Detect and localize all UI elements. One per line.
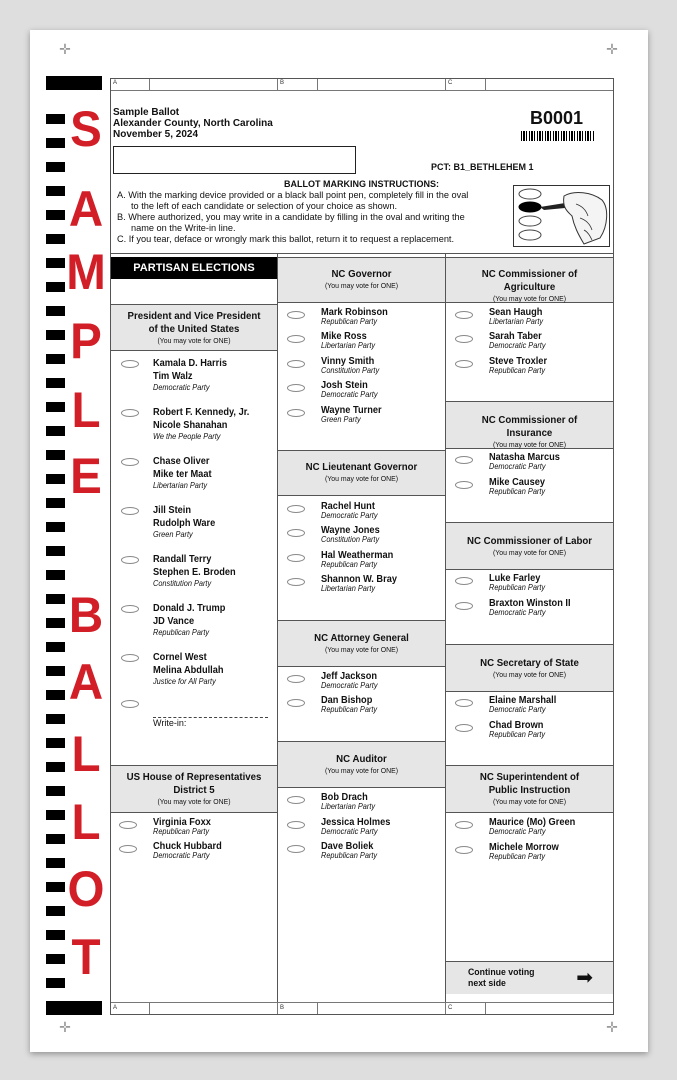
instructions — [117, 190, 509, 245]
ballot-title: Sample Ballot — [113, 107, 180, 118]
contest-header-labor — [446, 522, 613, 570]
candidate-party: We the People Party — [153, 432, 221, 441]
candidate-party: Libertarian Party — [321, 341, 376, 351]
vote-oval[interactable] — [455, 311, 473, 319]
vote-oval[interactable] — [121, 409, 139, 417]
pen-filling-oval-icon — [514, 186, 610, 247]
vote-instruction: (You may vote for ONE) — [157, 336, 231, 345]
timing-bar-bottom — [46, 1001, 102, 1015]
vote-oval[interactable] — [455, 456, 473, 464]
contest-title: NC Lieutenant Governor — [305, 461, 418, 473]
watermark-letter: L — [71, 382, 101, 438]
candidate-party: Republican Party — [489, 365, 546, 375]
vote-oval[interactable] — [121, 654, 139, 662]
watermark-letter: T — [71, 929, 101, 985]
timing-mark — [46, 930, 65, 940]
candidate-party: Democratic Party — [321, 826, 378, 836]
candidate-name: Elaine Marshall — [489, 694, 557, 706]
vote-oval[interactable] — [287, 845, 305, 853]
instruction-a-cont: to the left of each candidate or selection of your choice as shown. — [131, 201, 398, 211]
watermark-letter: S — [70, 101, 102, 157]
timing-mark — [46, 234, 65, 244]
contest-title: NC Governor — [331, 268, 392, 280]
continue-voting-label: Continue voting next side — [468, 967, 535, 989]
candidate-name: Chase Oliver — [153, 455, 210, 467]
candidate-name: Kamala D. Harris — [153, 357, 227, 369]
candidate-party: Democratic Party — [321, 681, 378, 690]
timing-mark — [46, 858, 65, 868]
vote-oval[interactable] — [455, 360, 473, 368]
timing-mark — [46, 714, 65, 724]
candidate-name: Cornel West — [153, 651, 207, 663]
partisan-elections-header: PARTISAN ELECTIONS — [111, 257, 277, 279]
vote-oval[interactable] — [455, 335, 473, 343]
timing-mark — [46, 402, 65, 412]
contest-header-agriculture — [446, 257, 613, 303]
vote-oval[interactable] — [287, 578, 305, 586]
watermark-letter: B — [68, 587, 104, 643]
candidate-name: Virginia Foxx — [153, 816, 211, 828]
timing-mark — [46, 282, 65, 292]
candidate-name: Randall Terry — [153, 553, 212, 565]
timing-mark — [46, 450, 65, 460]
watermark-letter: L — [71, 726, 101, 782]
ballot-body — [110, 78, 614, 1015]
candidate-party: Libertarian Party — [321, 583, 376, 593]
vote-oval[interactable] — [455, 699, 473, 707]
timing-mark — [46, 594, 65, 604]
contest-title: NC Attorney General — [314, 632, 409, 644]
timing-mark — [46, 378, 65, 388]
timing-mark — [46, 690, 65, 700]
contest-title: NC Auditor — [336, 753, 387, 765]
ballot-id: B0001 — [529, 108, 583, 128]
watermark-letter: M — [66, 244, 106, 300]
column-letter: A — [113, 1005, 118, 1011]
vote-instruction: (You may vote for ONE) — [493, 440, 566, 449]
candidate-name: Dan Bishop — [321, 694, 373, 706]
candidate-party: Democratic Party — [153, 851, 210, 860]
candidate-name: Mike Ross — [321, 330, 367, 343]
candidate-name: Dave Boliek — [321, 840, 374, 852]
vote-oval[interactable] — [121, 605, 139, 613]
crosshair-icon: ✛ — [59, 42, 71, 58]
vote-oval[interactable] — [455, 724, 473, 732]
vote-oval[interactable] — [287, 699, 305, 707]
blank-box — [113, 146, 356, 174]
vote-oval[interactable] — [455, 602, 473, 610]
contest-title: NC Commissioner of Labor — [466, 535, 593, 547]
candidate-party: Republican Party — [153, 827, 210, 836]
arrow-right-icon: ➡ — [576, 965, 593, 989]
timing-mark — [46, 906, 65, 916]
column-letter: B — [280, 80, 285, 86]
watermark-letter: E — [70, 448, 102, 504]
running-mate-name: Melina Abdullah — [153, 664, 224, 676]
candidate-name: Natasha Marcus — [489, 451, 560, 463]
vote-oval[interactable] — [287, 409, 305, 417]
timing-mark — [46, 570, 65, 580]
vote-oval[interactable] — [121, 507, 139, 515]
column-footer-strip — [111, 1002, 613, 1014]
candidate-party: Democratic Party — [489, 705, 546, 714]
running-mate-name: Rudolph Ware — [153, 517, 216, 529]
candidate-party: Libertarian Party — [489, 317, 544, 326]
candidate-party: Constitution Party — [321, 535, 380, 545]
vote-oval[interactable] — [287, 554, 305, 562]
contest-header-superintendent — [446, 765, 613, 813]
vote-instruction: (You may vote for ONE) — [493, 797, 566, 806]
candidate-name: Hal Weatherman — [321, 548, 394, 561]
contest-title: District 5 — [173, 784, 215, 796]
candidate-party: Democratic Party — [489, 607, 546, 617]
write-in-line[interactable] — [153, 717, 268, 718]
candidate-name: Jeff Jackson — [321, 670, 377, 682]
crosshair-icon: ✛ — [606, 42, 618, 58]
timing-mark — [46, 210, 65, 220]
vote-oval[interactable] — [287, 675, 305, 683]
candidate-name: Maurice (Mo) Green — [489, 816, 576, 828]
contest-title: President and Vice President — [127, 310, 261, 322]
vote-oval[interactable] — [287, 360, 305, 368]
candidate-name: Wayne Turner — [321, 403, 382, 416]
vote-oval[interactable] — [455, 846, 473, 854]
contest-header-insurance — [446, 401, 613, 449]
candidate-party: Republican Party — [489, 729, 546, 739]
candidate-name: Mike Causey — [489, 475, 545, 488]
candidate-name: Robert F. Kennedy, Jr. — [153, 406, 250, 418]
watermark-letter: A — [68, 654, 104, 710]
write-in-label: Write-in: — [153, 718, 187, 728]
instruction-c: C. If you tear, deface or wrongly mark this ballot, return it to request a replacement. — [117, 234, 455, 244]
column-letter: A — [113, 80, 118, 86]
candidate-name: Braxton Winston II — [489, 596, 571, 609]
marking-illustration — [513, 185, 610, 247]
timing-mark — [46, 642, 65, 652]
timing-mark — [46, 138, 65, 148]
candidate-name: Jessica Holmes — [321, 815, 391, 828]
column-letter: C — [448, 1005, 453, 1011]
contest-title: NC Secretary of State — [480, 657, 579, 669]
vote-oval[interactable] — [455, 577, 473, 585]
candidate-name: Donald J. Trump — [153, 602, 226, 614]
vote-oval[interactable] — [455, 481, 473, 489]
vote-instruction: (You may vote for ONE) — [493, 548, 566, 557]
candidate-name: Shannon W. Bray — [321, 572, 397, 585]
vote-oval[interactable] — [287, 821, 305, 829]
candidate-party: Democratic Party — [489, 827, 546, 836]
timing-mark — [46, 306, 65, 316]
candidate-party: Democratic Party — [489, 341, 546, 351]
column-letter: C — [448, 80, 453, 86]
candidate-party: Republican Party — [153, 628, 210, 637]
vote-oval[interactable] — [119, 845, 137, 853]
candidate-party: Green Party — [153, 530, 193, 539]
candidate-party: Republican Party — [489, 851, 546, 861]
vote-oval[interactable] — [121, 556, 139, 564]
contest-title: NC Commissioner of Agriculture — [481, 268, 578, 293]
candidate-name: Mark Robinson — [321, 306, 388, 318]
candidate-name: Michele Morrow — [489, 840, 559, 853]
vote-instruction: (You may vote for ONE) — [325, 474, 398, 483]
barcode — [521, 131, 595, 141]
vote-instruction: (You may vote for ONE) — [325, 281, 398, 290]
ballot-heading — [113, 107, 273, 140]
candidate-name: Bob Drach — [321, 791, 368, 803]
candidate-party: Libertarian Party — [321, 802, 376, 811]
timing-mark — [46, 834, 65, 844]
candidate-party: Green Party — [321, 414, 361, 424]
timing-mark — [46, 162, 65, 172]
candidate-party: Democratic Party — [489, 462, 546, 471]
continue-voting-box — [446, 961, 613, 994]
timing-mark — [46, 354, 65, 364]
vote-oval[interactable] — [287, 505, 305, 513]
running-mate-name: JD Vance — [153, 615, 195, 627]
contest-header-lt-governor — [278, 450, 445, 496]
timing-mark — [46, 546, 65, 556]
candidate-party: Constitution Party — [153, 579, 212, 588]
vote-oval[interactable] — [287, 311, 305, 319]
candidate-party: Democratic Party — [321, 511, 378, 520]
contest-title: NC Commissioner of Insurance — [481, 414, 578, 439]
candidate-name: Vinny Smith — [321, 354, 375, 367]
candidate-party: Democratic Party — [321, 390, 378, 400]
instruction-b-cont: name on the Write-in line. — [131, 223, 236, 233]
candidate-name: Jill Stein — [153, 504, 192, 516]
candidate-party: Republican Party — [321, 559, 378, 569]
candidate-name: Chad Brown — [489, 718, 544, 731]
column-header-strip — [111, 79, 613, 91]
ballot-date: November 5, 2024 — [113, 129, 199, 140]
running-mate-name: Nicole Shanahan — [153, 419, 228, 431]
candidate-party: Democratic Party — [153, 383, 210, 392]
contest-header-house — [111, 765, 277, 813]
candidate-party: Republican Party — [321, 705, 378, 714]
vote-instruction: (You may vote for ONE) — [325, 766, 398, 775]
vote-oval[interactable] — [121, 360, 139, 368]
timing-mark — [46, 810, 65, 820]
vote-instruction: (You may vote for ONE) — [493, 294, 566, 303]
watermark-letter: P — [70, 313, 102, 369]
candidate-name: Luke Farley — [489, 572, 541, 584]
contest-header-secretary-of-state — [446, 644, 613, 692]
candidate-party: Republican Party — [489, 486, 546, 496]
candidate-party: Republican Party — [489, 583, 546, 592]
watermark-letter: O — [67, 861, 105, 917]
vote-oval[interactable] — [121, 458, 139, 466]
vote-oval[interactable] — [287, 796, 305, 804]
timing-mark — [46, 258, 65, 268]
running-mate-name: Stephen E. Broden — [153, 566, 236, 578]
candidate-party: Justice for All Party — [153, 677, 216, 686]
candidate-party: Republican Party — [321, 851, 378, 860]
contest-header-governor — [278, 257, 445, 303]
timing-mark — [46, 498, 65, 508]
candidate-name: Steve Troxler — [489, 354, 548, 367]
vote-oval[interactable] — [455, 821, 473, 829]
timing-mark — [46, 114, 65, 124]
candidate-name: Rachel Hunt — [321, 500, 375, 512]
crosshair-icon: ✛ — [606, 1020, 618, 1036]
timing-mark — [46, 882, 65, 892]
contest-header-attorney-general — [278, 620, 445, 667]
timing-mark — [46, 522, 65, 532]
contest-title: Public Instruction — [488, 784, 571, 796]
timing-mark — [46, 186, 65, 196]
timing-mark — [46, 666, 65, 676]
candidate-party: Constitution Party — [321, 365, 380, 375]
vote-instruction: (You may vote for ONE) — [325, 645, 398, 654]
ballot-county: Alexander County, North Carolina — [113, 118, 273, 129]
candidate-name: Chuck Hubbard — [153, 840, 222, 852]
running-mate-name: Mike ter Maat — [153, 468, 212, 480]
instruction-a: A. With the marking device provided or a black ball point pen, completely fill in the oval — [117, 190, 469, 200]
vote-oval[interactable] — [119, 821, 137, 829]
vote-instruction: (You may vote for ONE) — [493, 670, 566, 679]
watermark-letter: A — [68, 181, 104, 237]
vote-oval[interactable] — [121, 700, 139, 708]
contest-title: NC Superintendent of — [479, 771, 580, 783]
timing-mark — [46, 954, 65, 964]
timing-mark — [46, 786, 65, 796]
instruction-b: B. Where authorized, you may write in a candidate by filling in the oval and writing the — [117, 212, 465, 222]
timing-mark — [46, 618, 65, 628]
contest-header-auditor — [278, 741, 445, 788]
vote-instruction: (You may vote for ONE) — [157, 797, 231, 806]
watermark-letter: L — [71, 794, 101, 850]
timing-mark — [46, 738, 65, 748]
crosshair-icon: ✛ — [59, 1020, 71, 1036]
vote-oval[interactable] — [287, 384, 305, 392]
candidate-name: Josh Stein — [321, 379, 368, 392]
vote-oval[interactable] — [287, 335, 305, 343]
timing-mark — [46, 978, 65, 988]
column-letter: B — [280, 1005, 285, 1011]
timing-bar-top — [46, 76, 102, 90]
candidate-name: Sean Haugh — [489, 306, 543, 318]
timing-mark — [46, 762, 65, 772]
candidate-name: Wayne Jones — [321, 524, 380, 537]
contest-title: of the United States — [148, 323, 240, 335]
timing-mark — [46, 330, 65, 340]
timing-mark — [46, 426, 65, 436]
vote-oval[interactable] — [287, 529, 305, 537]
instructions-title: BALLOT MARKING INSTRUCTIONS: — [284, 179, 439, 189]
candidate-name: Sarah Taber — [489, 330, 542, 343]
precinct-label: PCT: B1_BETHLEHEM 1 — [431, 162, 534, 172]
contest-title: US House of Representatives — [126, 771, 262, 783]
candidate-party: Republican Party — [321, 317, 378, 326]
contest-header-president — [111, 304, 277, 351]
candidate-party: Libertarian Party — [153, 481, 208, 490]
timing-mark — [46, 474, 65, 484]
running-mate-name: Tim Walz — [153, 370, 193, 382]
